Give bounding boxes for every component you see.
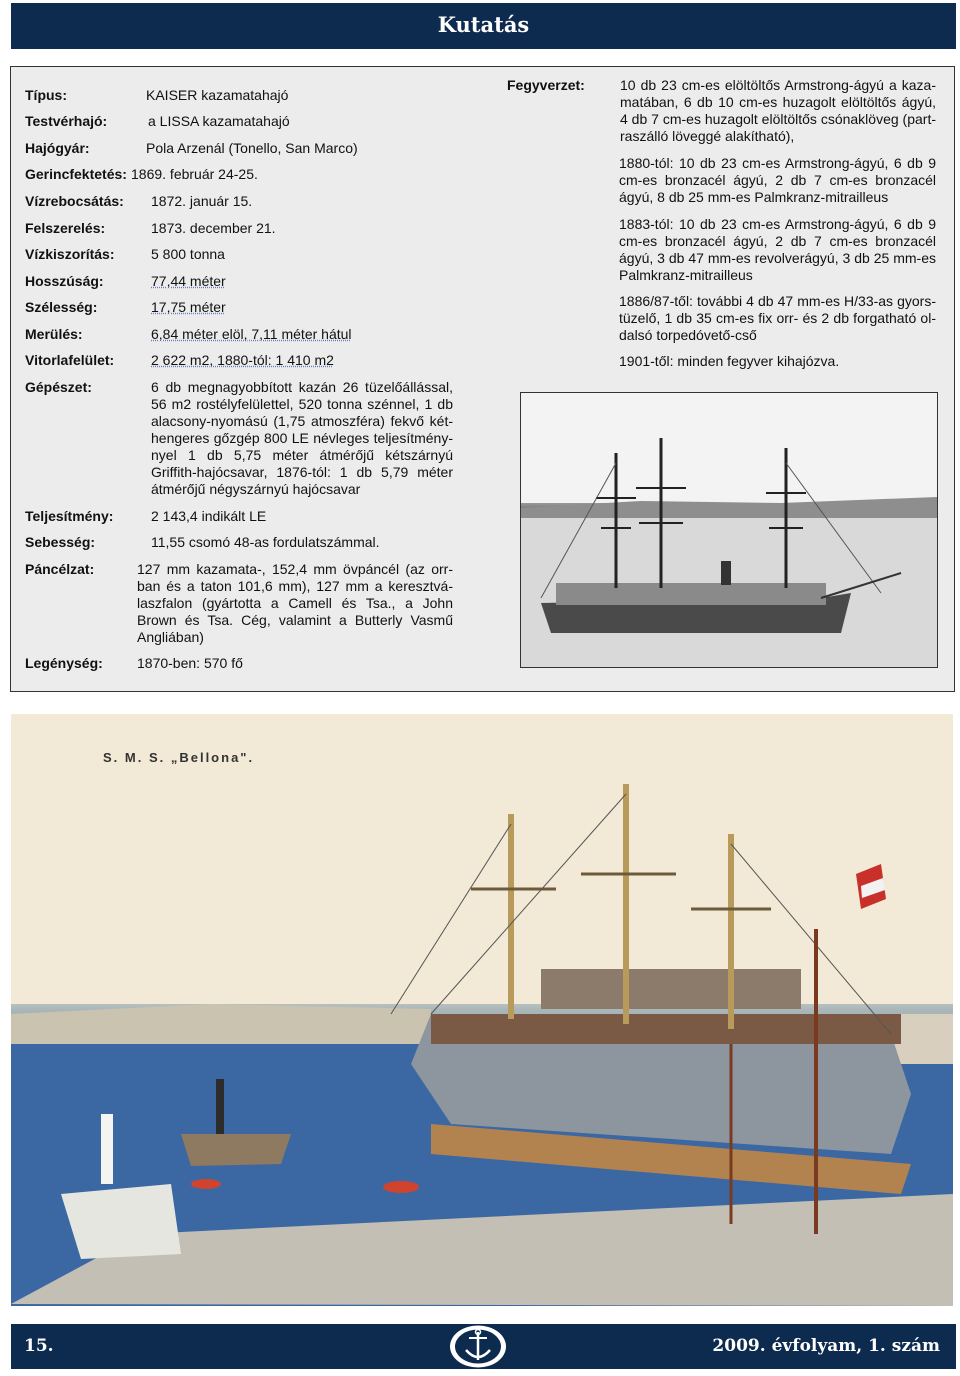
- spec-label: Hajógyár:: [25, 140, 90, 156]
- spec-label: Merülés:: [25, 326, 83, 342]
- spec-label: Hosszúság:: [25, 273, 104, 289]
- spec-panel: [10, 66, 955, 692]
- section-title: Kutatás: [437, 12, 530, 37]
- spec-label: Sebesség:: [25, 534, 96, 550]
- armament-label: Fegyverzet:: [507, 77, 585, 93]
- spec-value: 77,44 méter: [151, 273, 226, 289]
- spec-value: 127 mm kazamata-, 152,4 mm övpáncél (az orr-ban és a taton 101,6 mm), 127 mm a keresztvá-laszfalon (gyártotta a Camell és Tsa., a John Brown és Tsa. Cég, valamint a Butterly Vasmű Angliában): [137, 561, 453, 645]
- anchor-logo-icon: [447, 1324, 509, 1369]
- spec-value: 5 800 tonna: [151, 246, 225, 262]
- spec-value: 1869. február 24-25.: [131, 166, 258, 182]
- spec-label: Gerincfektetés:: [25, 166, 127, 182]
- issue-info: 2009. évfolyam, 1. szám: [712, 1336, 940, 1356]
- ship-illustration: [521, 393, 937, 667]
- spec-value: 2 622 m2, 1880-tól: 1 410 m2: [151, 352, 334, 368]
- spec-value: Pola Arzenál (Tonello, San Marco): [146, 140, 358, 156]
- footer-bar: [11, 1324, 956, 1369]
- spec-value: KAISER kazamatahajó: [146, 87, 289, 103]
- spec-value: 11,55 csomó 48-as fordulatszámmal.: [151, 534, 380, 550]
- armament-paragraph: 1886/87-től: további 4 db 47 mm-es H/33-as gyors-tüzelő, 1 db 35 cm-es fix orr- és 2 db forgatható ol-dalsó torpedóvető-cső: [619, 293, 936, 343]
- spec-value: 1872. január 15.: [151, 193, 253, 209]
- spec-label: Páncélzat:: [25, 561, 95, 577]
- spec-value: 17,75 méter: [151, 299, 226, 315]
- spec-value: 6,84 méter elöl, 7,11 méter hátul: [151, 326, 352, 342]
- spec-label: Legénység:: [25, 655, 103, 671]
- spec-label: Teljesítmény:: [25, 508, 114, 524]
- header-bar: [11, 3, 956, 49]
- page-number: 15.: [24, 1336, 54, 1356]
- spec-label: Vitorlafelület:: [25, 352, 115, 368]
- spec-label: Testvérhajó:: [25, 113, 108, 129]
- spec-value: 1873. december 21.: [151, 220, 276, 236]
- spec-label: Gépészet:: [25, 379, 92, 395]
- spec-label: Szélesség:: [25, 299, 98, 315]
- spec-value: a LISSA kazamatahajó: [148, 113, 290, 129]
- postcard-caption: S. M. S. „Bellona".: [103, 750, 255, 765]
- postcard-photo: [11, 714, 953, 1306]
- spec-value: 2 143,4 indikált LE: [151, 508, 267, 524]
- spec-label: Vízkiszorítás:: [25, 246, 115, 262]
- spec-label: Vízrebocsátás:: [25, 193, 124, 209]
- spec-label: Típus:: [25, 87, 67, 103]
- spec-value: 1870-ben: 570 fő: [137, 655, 243, 671]
- armament-paragraph: 1901-től: minden fegyver kihajózva.: [619, 353, 840, 369]
- ship-photo: [520, 392, 938, 668]
- harbor-illustration: [11, 714, 953, 1306]
- armament-paragraph: 1880-tól: 10 db 23 cm-es Armstrong-ágyú, 6 db 9 cm-es bronzacél ágyú, 2 db 7 cm-es bronzacél ágyú, 8 db 25 mm-es Palmkranz-mitrailleus: [619, 155, 936, 205]
- armament-paragraph: 10 db 23 cm-es elöltöltős Armstrong-ágyú a kaza-matában, 6 db 10 cm-es huzagolt elöltöltős ágyú, 4 db 7 cm-es huzagolt elöltöltős csónaklöveg (part-raszálló löveggé alakítható),: [620, 77, 936, 144]
- spec-value: 6 db megnagyobbított kazán 26 tüzelőállással, 56 m2 rostélyfelülettel, 520 tonna szénnel, 1 db alacsony-nyomású (1,75 atmoszféra) fekvő két-hengeres gőzgép 800 LE névleges teljesítmény-nyel 1 db 5,75 méter átmérőjű kétszárnyú Griffith-hajócsavar, 1876-tól: 1 db 5,79 méter átmérőjű négyszárnyú hajócsavar: [151, 379, 453, 497]
- armament-paragraph: 1883-tól: 10 db 23 cm-es Armstrong-ágyú, 6 db 9 cm-es bronzacél ágyú, 2 db 7 cm-es bronzacél ágyú, 3 db 47 mm-es revolverágyú, 3 db 25 mm-es Palmkranz-mitrailleus: [619, 216, 936, 283]
- spec-label: Felszerelés:: [25, 220, 106, 236]
